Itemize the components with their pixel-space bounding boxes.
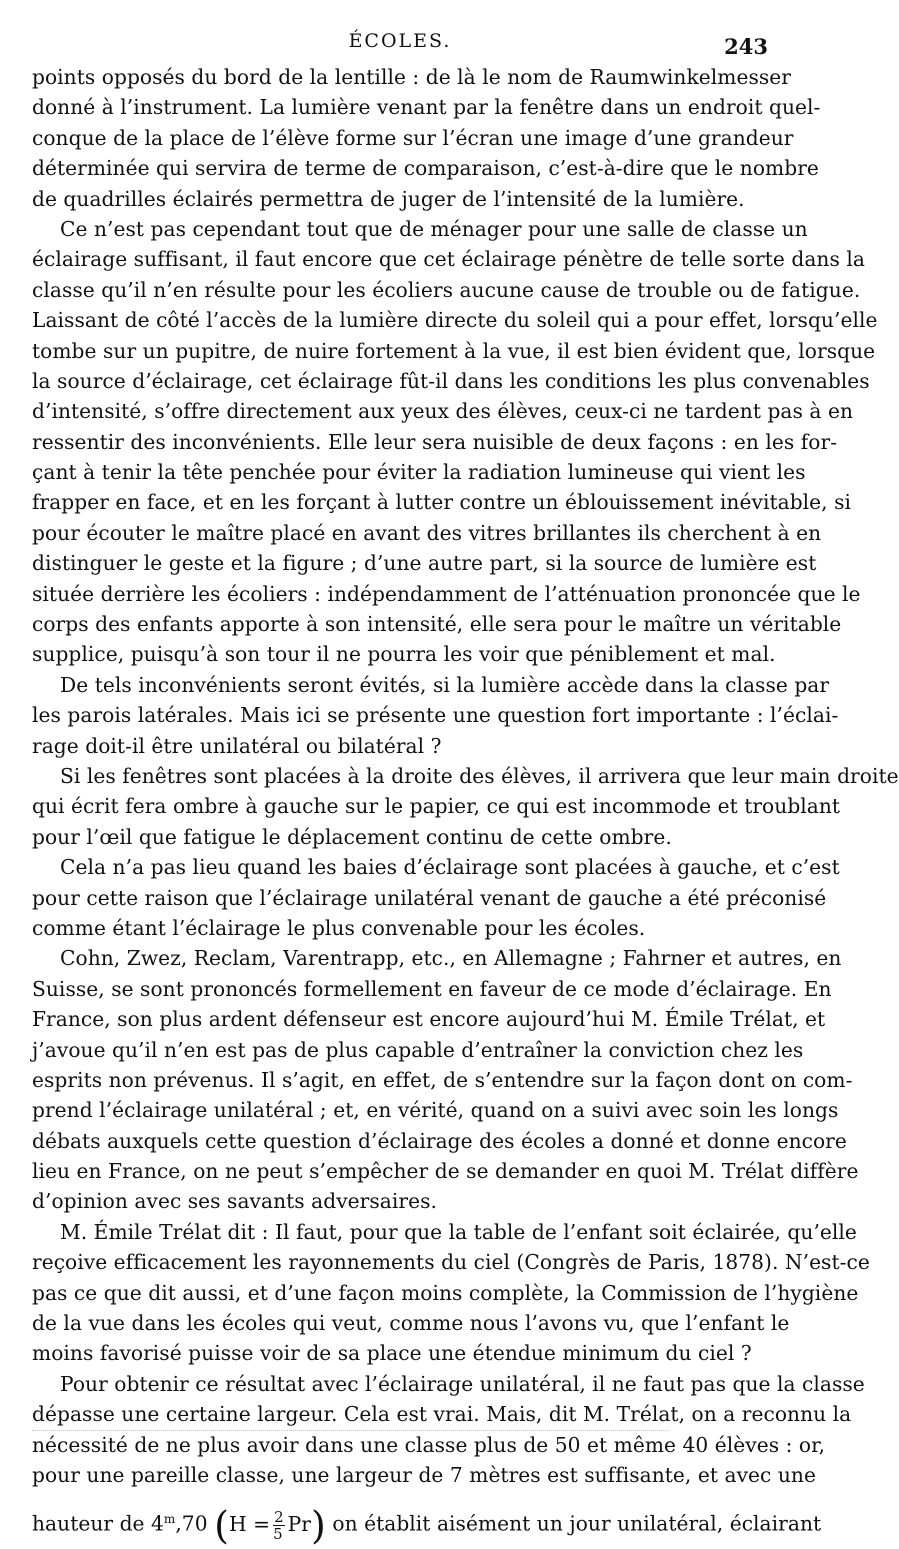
text-line: qui écrit fera ombre à gauche sur le papier, ce qui est incommode et troublant [32, 794, 841, 819]
text-line: moins favorisé puisse voir de sa place une étendue minimum du ciel ? [32, 1341, 752, 1366]
text-line: pour cette raison que l’éclairage unilatéral venant de gauche a été préconisé [32, 885, 827, 910]
formula-rhs: Pr [287, 1512, 311, 1537]
text-line: nécessité de ne plus avoir dans une classe plus de 50 et même 40 élèves : or, [32, 1432, 826, 1457]
text-body [32, 62, 899, 1548]
text-line: déterminée qui servira de terme de comparaison, c’est-à-dire que le nombre [32, 156, 819, 181]
right-paren: ) [311, 1503, 326, 1548]
text-line: M. Émile Trélat dit : Il faut, pour que la table de l’enfant soit éclairée, qu’elle [60, 1219, 857, 1244]
fraction [273, 1509, 285, 1542]
text-line: Si les fenêtres sont placées à la droite des élèves, il arrivera que leur main droite [60, 763, 899, 788]
text-line: De tels inconvénients seront évités, si la lumière accède dans la classe par [60, 672, 830, 697]
text-line: j’avoue qu’il n’en est pas de plus capable d’entraîner la conviction chez les [32, 1037, 804, 1062]
formula-lhs: H = [228, 1512, 271, 1537]
running-header [32, 30, 768, 60]
height-value: ,70 [175, 1512, 208, 1537]
text-line: France, son plus ardent défenseur est encore aujourd’hui M. Émile Trélat, et [32, 1007, 826, 1032]
text-line: la source d’éclairage, cet éclairage fût-il dans les conditions les plus convenables [32, 368, 870, 393]
text-line: distinguer le geste et la figure ; d’une autre part, si la source de lumière est [32, 551, 817, 576]
text-line: supplice, puisqu’à son tour il ne pourra les voir que péniblement et mal. [32, 642, 776, 667]
text-line: débats auxquels cette question d’éclairage des écoles a donné et donne encore [32, 1128, 847, 1153]
text-line: comme étant l’éclairage le plus convenable pour les écoles. [32, 915, 646, 940]
text-line: rage doit-il être unilatéral ou bilatéral ? [32, 733, 442, 758]
formula-prefix: hauteur de 4 [32, 1512, 164, 1537]
text-line: lieu en France, on ne peut s’empêcher de se demander en quoi M. Trélat diffère [32, 1159, 859, 1184]
text-line: dépasse une certaine largeur. Cela est vrai. Mais, dit M. Trélat, on a reconnu la [32, 1402, 852, 1427]
formula-suffix: on établit aisément un jour unilatéral, éclairant [332, 1512, 822, 1537]
text-line: pour une pareille classe, une largeur de 7 mètres est suffisante, et avec une [32, 1462, 816, 1487]
text-line: pas ce que dit aussi, et d’une façon moins complète, la Commission de l’hygiène [32, 1280, 859, 1305]
left-paren: ( [214, 1503, 229, 1548]
text-line: conque de la place de l’élève forme sur l’écran une image d’une grandeur [32, 125, 794, 150]
text-line: tombe sur un pupitre, de nuire fortement à la vue, il est bien évident que, lorsque [32, 338, 876, 363]
text-line: Ce n’est pas cependant tout que de ménager pour une salle de classe un [60, 216, 808, 241]
formula-line [32, 1496, 822, 1548]
text-line: d’opinion avec ses savants adversaires. [32, 1189, 437, 1214]
unit-superscript: m [163, 1512, 176, 1527]
text-line: éclairage suffisant, il faut encore que cet éclairage pénètre de telle sorte dans la [32, 247, 865, 272]
text-line: pour l’œil que fatigue le déplacement continu de cette ombre. [32, 824, 672, 849]
text-line: corps des enfants apporte à son intensité, elle sera pour le maître un véritable [32, 612, 842, 637]
text-line: Cela n’a pas lieu quand les baies d’éclairage sont placées à gauche, et c’est [60, 855, 840, 880]
text-line: de quadrilles éclairés permettra de juger de l’intensité de la lumière. [32, 186, 745, 211]
text-line: donné à l’instrument. La lumière venant par la fenêtre dans un endroit quel- [32, 95, 821, 120]
text-line: Laissant de côté l’accès de la lumière directe du soleil qui a pour effet, lorsqu’elle [32, 308, 878, 333]
text-line: d’intensité, s’offre directement aux yeux des élèves, ceux-ci ne tardent pas à en [32, 399, 853, 424]
text-line: ressentir des inconvénients. Elle leur sera nuisible de deux façons : en les for- [32, 429, 838, 454]
fraction-numerator: 2 [274, 1508, 284, 1527]
running-title: ÉCOLES. [348, 30, 452, 52]
text-line: Cohn, Zwez, Reclam, Varentrapp, etc., en Allemagne ; Fahrner et autres, en [60, 946, 842, 971]
text-line: Pour obtenir ce résultat avec l’éclairage unilatéral, il ne faut pas que la classe [60, 1371, 865, 1396]
text-line: les parois latérales. Mais ici se présente une question fort importante : l’éclai- [32, 703, 839, 728]
text-line: située derrière les écoliers : indépendamment de l’atténuation prononcée que le [32, 581, 861, 606]
text-line: de la vue dans les écoles qui veut, comme nous l’avons vu, que l’enfant le [32, 1311, 790, 1336]
text-line: frapper en face, et en les forçant à lutter contre un éblouissement inévitable, si [32, 490, 852, 515]
text-line: reçoive efficacement les rayonnements du ciel (Congrès de Paris, 1878). N’est-ce [32, 1250, 870, 1275]
print-artifact [32, 1430, 668, 1433]
fraction-denominator: 5 [273, 1525, 283, 1544]
text-line: çant à tenir la tête penchée pour éviter la radiation lumineuse qui vient les [32, 460, 806, 485]
text-line: Suisse, se sont prononcés formellement en faveur de ce mode d’éclairage. En [32, 976, 832, 1001]
text-line: esprits non prévenus. Il s’agit, en effet, de s’entendre sur la façon dont on com- [32, 1067, 853, 1092]
text-line: prend l’éclairage unilatéral ; et, en vérité, quand on a suivi avec soin les longs [32, 1098, 839, 1123]
text-line: pour écouter le maître placé en avant des vitres brillantes ils cherchent à en [32, 520, 822, 545]
text-line: points opposés du bord de la lentille : de là le nom de Raumwinkelmesser [32, 65, 791, 89]
page-number: 243 [724, 34, 768, 59]
formula [214, 1503, 326, 1548]
text-line: classe qu’il n’en résulte pour les écoliers aucune cause de trouble ou de fatigue. [32, 277, 861, 302]
